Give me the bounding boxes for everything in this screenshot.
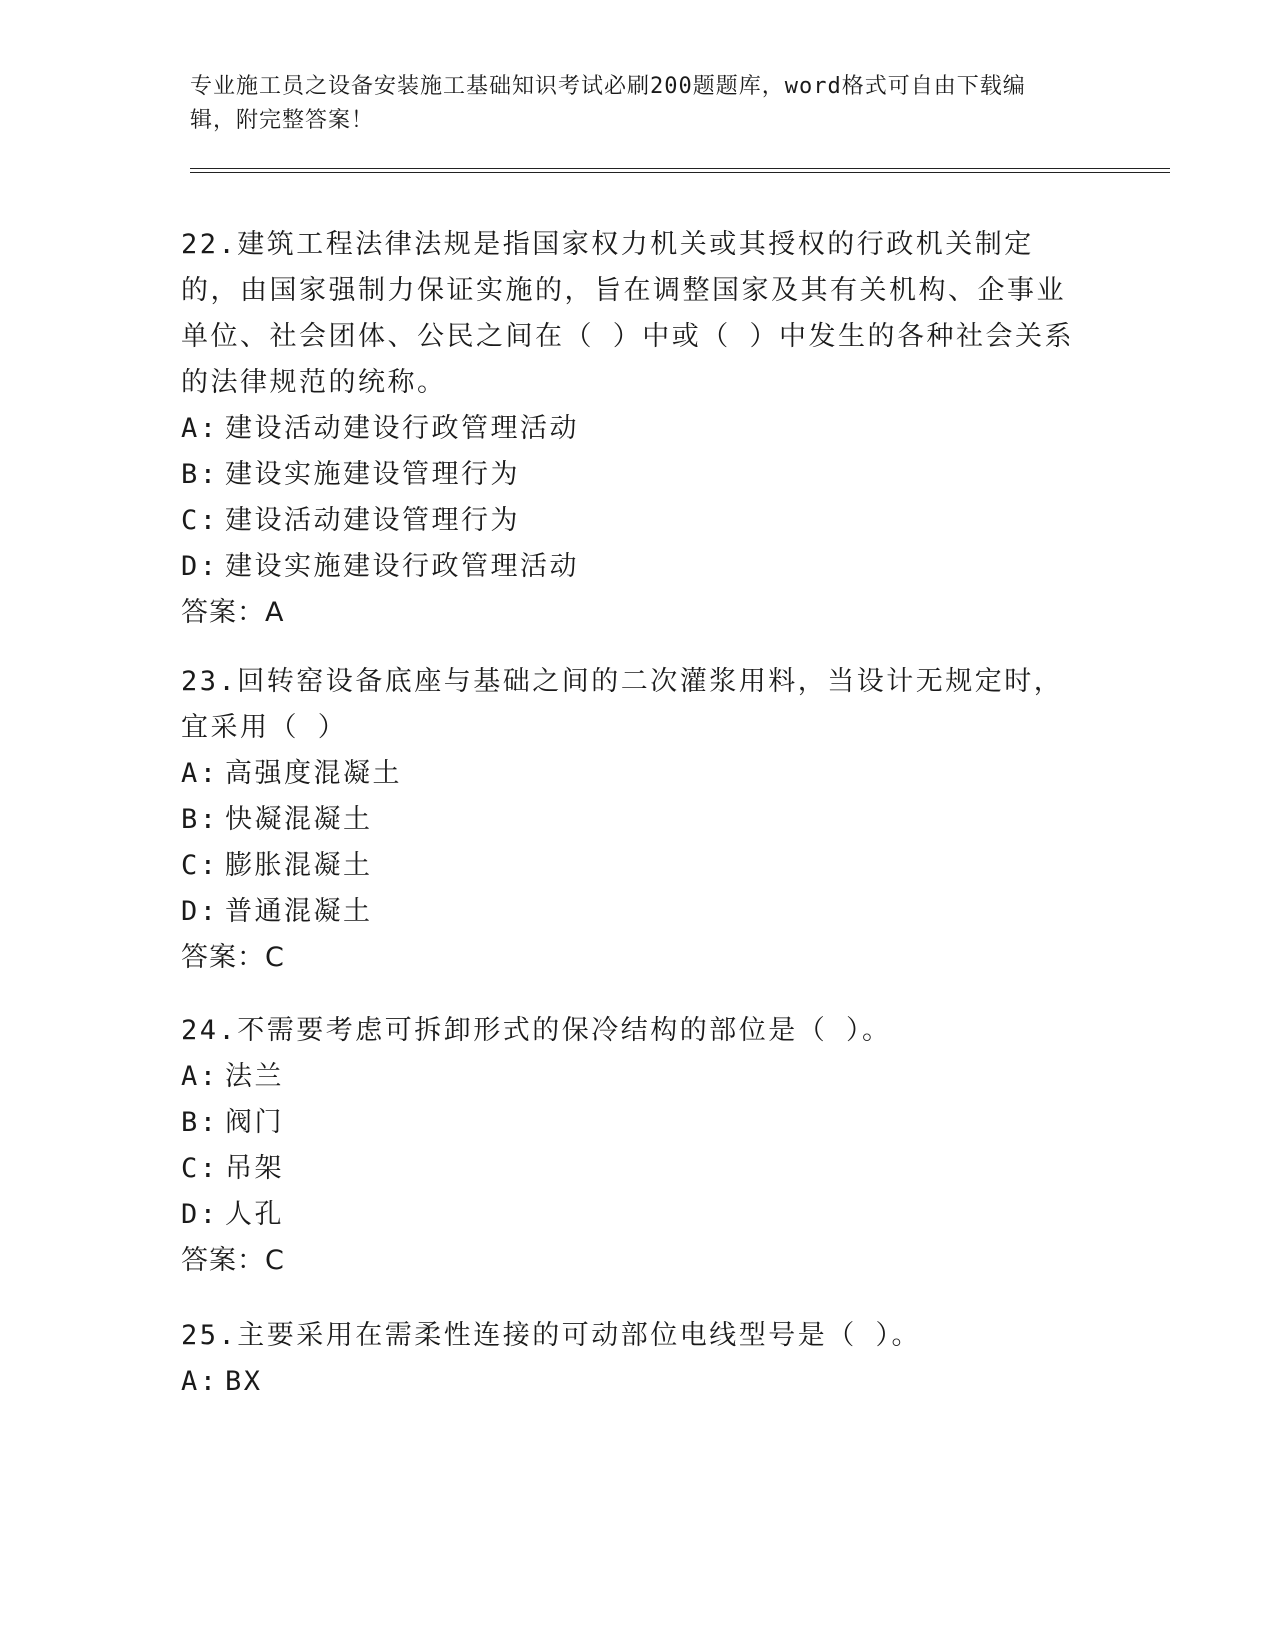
option-text: 吊架 — [225, 1153, 284, 1184]
option-key: A: — [181, 1061, 219, 1092]
option-a — [181, 751, 1141, 797]
option-key: D: — [181, 896, 219, 927]
document-header-title: 专业施工员之设备安装施工基础知识考试必刷200题题库，word格式可自由下载编辑，附完整答案！ — [190, 74, 1026, 133]
option-c — [181, 498, 1141, 544]
option-text: 膨胀混凝土 — [225, 850, 373, 881]
option-c — [181, 843, 1141, 889]
option-text: 快凝混凝土 — [225, 804, 373, 835]
option-a — [181, 1054, 1141, 1100]
option-a — [181, 1359, 1141, 1405]
option-text: 阀门 — [225, 1107, 284, 1138]
option-d — [181, 889, 1141, 935]
option-b — [181, 1100, 1141, 1146]
question-stem: 23.回转窑设备底座与基础之间的二次灌浆用料，当设计无规定时，宜采用（ ） — [181, 666, 1064, 743]
option-d — [181, 1192, 1141, 1238]
option-key: C: — [181, 505, 219, 536]
question-stem: 25.主要采用在需柔性连接的可动部位电线型号是（ ）。 — [181, 1320, 922, 1351]
option-b — [181, 452, 1141, 498]
header-double-rule — [190, 168, 1170, 173]
document-page — [190, 70, 1150, 173]
option-d — [181, 544, 1141, 590]
option-text: 高强度混凝土 — [225, 758, 402, 789]
option-text: 建设活动建设管理行为 — [225, 505, 520, 536]
option-text: 人孔 — [225, 1199, 284, 1230]
option-text: 建设实施建设行政管理活动 — [225, 551, 579, 582]
option-key: C: — [181, 850, 219, 881]
question-stem: 22.建筑工程法律法规是指国家权力机关或其授权的行政机关制定的，由国家强制力保证实施的，旨在调整国家及其有关机构、企事业单位、社会团体、公民之间在（ ）中或（ ）中发生的各种社会关系的法律规范的统称。 — [181, 229, 1075, 398]
question-24 — [181, 1008, 1141, 1284]
option-key: A: — [181, 413, 219, 444]
option-key: B: — [181, 1107, 219, 1138]
option-a — [181, 406, 1141, 452]
question-25 — [181, 1313, 1141, 1405]
option-key: D: — [181, 1199, 219, 1230]
option-key: C: — [181, 1153, 219, 1184]
option-text: BX — [225, 1366, 263, 1397]
question-stem: 24.不需要考虑可拆卸形式的保冷结构的部位是（ ）。 — [181, 1015, 892, 1046]
question-23 — [181, 659, 1141, 981]
option-b — [181, 797, 1141, 843]
option-text: 法兰 — [225, 1061, 284, 1092]
option-text: 建设实施建设管理行为 — [225, 459, 520, 490]
option-key: B: — [181, 804, 219, 835]
question-22 — [181, 222, 1141, 636]
option-key: A: — [181, 1366, 219, 1397]
answer-label: 答案：C — [181, 1245, 285, 1276]
answer-label: 答案：C — [181, 942, 285, 973]
option-c — [181, 1146, 1141, 1192]
answer-label: 答案：A — [181, 597, 285, 628]
option-text: 建设活动建设行政管理活动 — [225, 413, 579, 444]
option-text: 普通混凝土 — [225, 896, 373, 927]
option-key: D: — [181, 551, 219, 582]
option-key: B: — [181, 459, 219, 490]
option-key: A: — [181, 758, 219, 789]
